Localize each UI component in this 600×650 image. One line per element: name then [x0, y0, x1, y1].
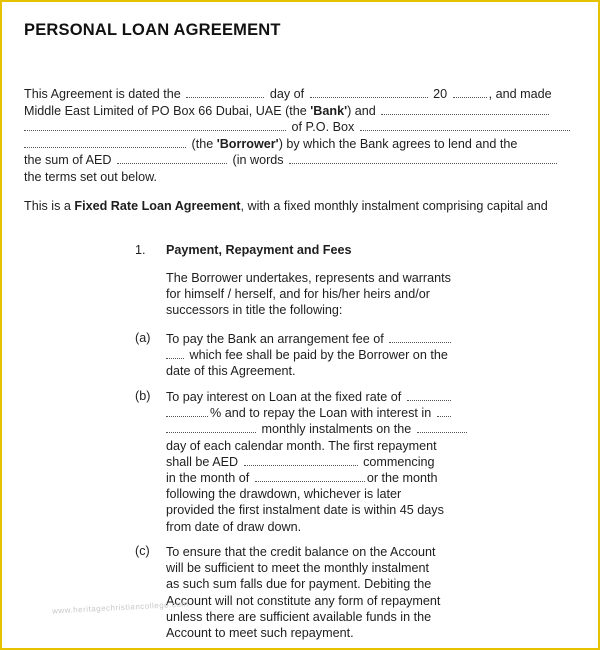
instalment-count-blank-cont [166, 422, 256, 433]
section-heading: Payment, Repayment and Fees [166, 243, 352, 257]
intro-line-6: the terms set out below. [24, 170, 158, 184]
borrower-name-blank [381, 104, 549, 115]
section-number: 1. [135, 243, 146, 257]
interest-rate-blank-cont [166, 406, 208, 417]
item-c-label: (c) [135, 544, 150, 558]
document-title: PERSONAL LOAN AGREEMENT [24, 21, 281, 39]
intro-line-4: (the 'Borrower') by which the Bank agrees to lend and the [24, 136, 582, 153]
item-a-label: (a) [135, 331, 151, 345]
borrower-term: 'Borrower' [216, 137, 279, 151]
bank-term: 'Bank' [310, 104, 348, 118]
amount-in-words-blank [289, 153, 557, 164]
interest-rate-blank [407, 390, 451, 401]
fixed-rate-statement: This is a Fixed Rate Loan Agreement, with a fixed monthly instalment comprising capital and [24, 199, 548, 213]
date-year-blank [453, 87, 487, 98]
item-a-text: To pay the Bank an arrangement fee of which fee shall be paid by the Borrower on the date of this Agreement. [166, 331, 476, 380]
date-month-blank [310, 87, 428, 98]
borrower-blank [24, 137, 186, 148]
fixed-rate-term: Fixed Rate Loan Agreement [74, 199, 241, 213]
intro-line-3: of P.O. Box [24, 119, 582, 136]
arrangement-fee-blank [389, 332, 451, 343]
repayment-day-blank [417, 422, 467, 433]
first-repayment-blank [244, 455, 358, 466]
item-c-text: To ensure that the credit balance on the Account will be sufficient to meet the monthly instalment as such sum falls due for payment. Debiting the Account will not constitute any form of repayment unless there are sufficient available funds in the Account to meet such repayment. [166, 545, 441, 641]
intro-line-5: the sum of AED (in words [24, 152, 582, 169]
arrangement-fee-blank-cont [166, 348, 184, 359]
loan-amount-blank [117, 153, 227, 164]
commencing-month-blank [255, 471, 365, 482]
address-blank [24, 120, 286, 131]
date-day-blank [186, 87, 264, 98]
po-box-blank [360, 120, 570, 131]
watermark: www.heritagechristiancollege.com [51, 599, 189, 616]
item-b-text: To pay interest on Loan at the fixed rate of % and to repay the Loan with interest in monthly instalments on the day of each calendar month. The first repayment shall be AED commencing in the month of or the month following the drawdown, whichever is later provided the first instalment date is within 45 days from date of draw down. [166, 389, 476, 535]
intro-line-2: Middle East Limited of PO Box 66 Dubai, UAE (the 'Bank') and [24, 103, 582, 120]
section-intro: The Borrower undertakes, represents and warrants for himself / herself, and for his/her heirs and/or successors in title the following: [166, 271, 451, 318]
item-b-label: (b) [135, 389, 151, 403]
instalment-count-blank [437, 406, 451, 417]
intro-line-1: This Agreement is dated the day of 20 , and made [24, 87, 552, 101]
